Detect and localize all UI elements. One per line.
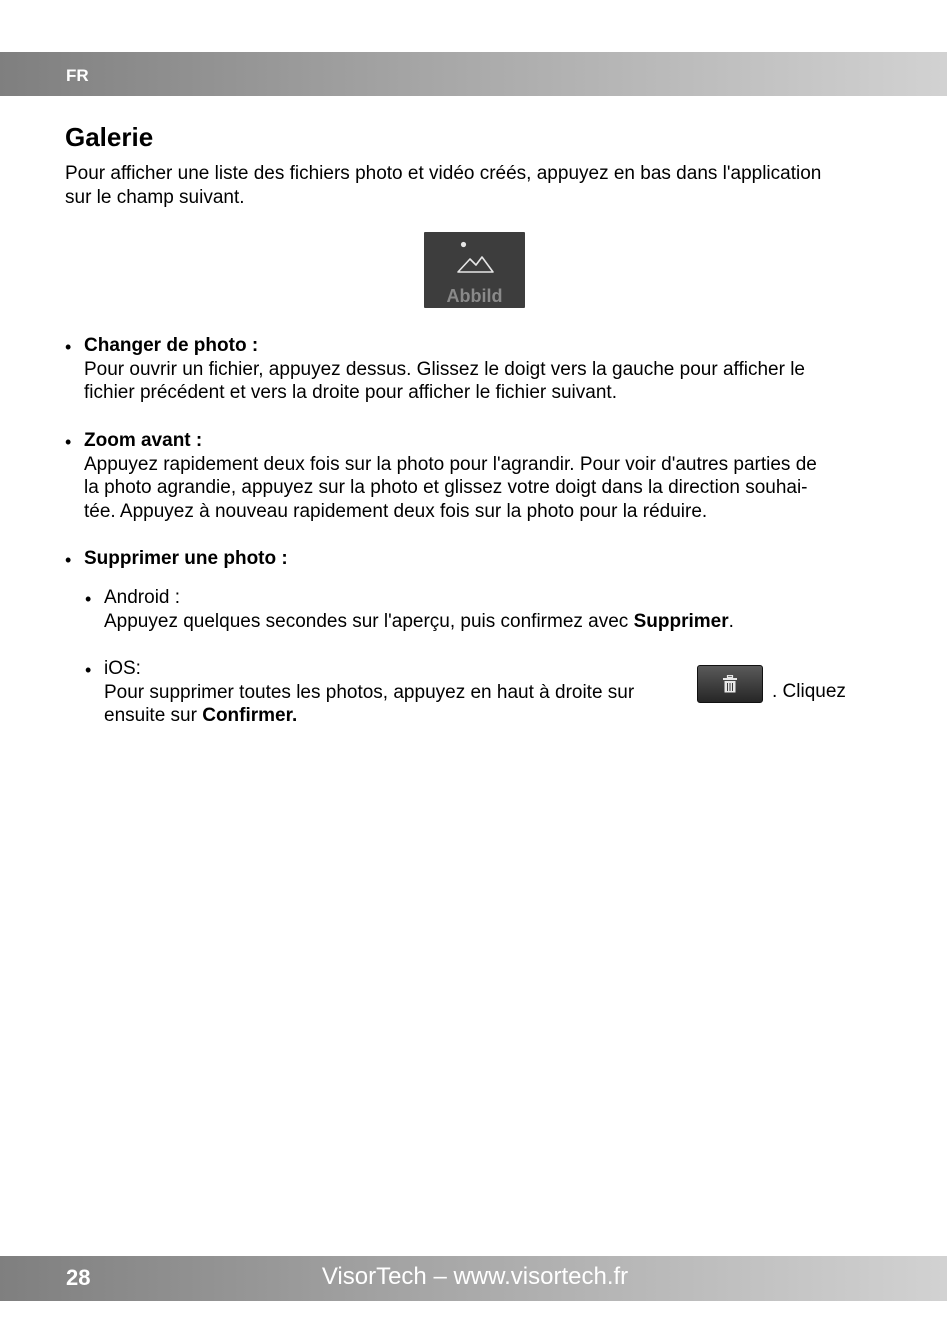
delete-heading: Supprimer une photo : <box>84 548 288 569</box>
android-label: Android : <box>104 587 181 608</box>
language-label: FR <box>66 66 89 85</box>
zoom-line-1: Appuyez rapidement deux fois sur la photo pour l'agrandir. Pour voir d'autres parties de <box>84 453 817 475</box>
ios-text-line-2: ensuite sur Confirmer. <box>104 705 298 726</box>
ios-text-line-1: Pour supprimer toutes les photos, appuyez en haut à droite sur <box>104 681 635 703</box>
bullet: • <box>65 337 72 357</box>
header-bar <box>0 52 947 96</box>
trash-icon <box>722 675 738 693</box>
list-item-change-photo <box>84 334 884 405</box>
sub-bullet: • <box>85 660 92 680</box>
bullet: • <box>65 432 72 452</box>
intro-line-2: sur le champ suivant. <box>65 186 245 208</box>
ios-label: iOS: <box>104 658 141 679</box>
list-item-zoom <box>84 429 904 523</box>
intro-text <box>65 162 895 209</box>
zoom-heading: Zoom avant : <box>84 430 203 451</box>
change-photo-heading: Changer de photo : <box>84 335 259 356</box>
ios-text-after-button: . Cliquez <box>772 681 846 702</box>
change-photo-line-1: Pour ouvrir un fichier, appuyez dessus. Glissez le doigt vers la gauche pour afficher le <box>84 358 805 380</box>
sub-item-android <box>104 586 884 633</box>
intro-line-1: Pour afficher une liste des fichiers photo et vidéo créés, appuyez en bas dans l'application <box>65 163 822 184</box>
list-item-delete <box>84 547 288 571</box>
gallery-button-label: Abbild <box>446 286 503 306</box>
trash-button <box>697 665 763 703</box>
zoom-line-2: la photo agrandie, appuyez sur la photo et glissez votre doigt dans la direction souhai- <box>84 477 808 498</box>
footer-text: VisorTech – www.visortech.fr <box>321 1263 629 1290</box>
zoom-line-3: tée. Appuyez à nouveau rapidement deux fois sur la photo pour la réduire. <box>84 500 708 522</box>
sub-item-ios <box>104 657 694 728</box>
bullet: • <box>65 550 72 570</box>
android-text: Appuyez quelques secondes sur l'aperçu, puis confirmez avec Supprimer. <box>104 610 734 632</box>
page-number: 28 <box>66 1265 91 1290</box>
sub-bullet: • <box>85 589 92 609</box>
change-photo-line-2: fichier précédent et vers la droite pour afficher le fichier suivant. <box>84 382 617 403</box>
page-title: Galerie <box>65 122 154 152</box>
gallery-button <box>424 232 525 308</box>
